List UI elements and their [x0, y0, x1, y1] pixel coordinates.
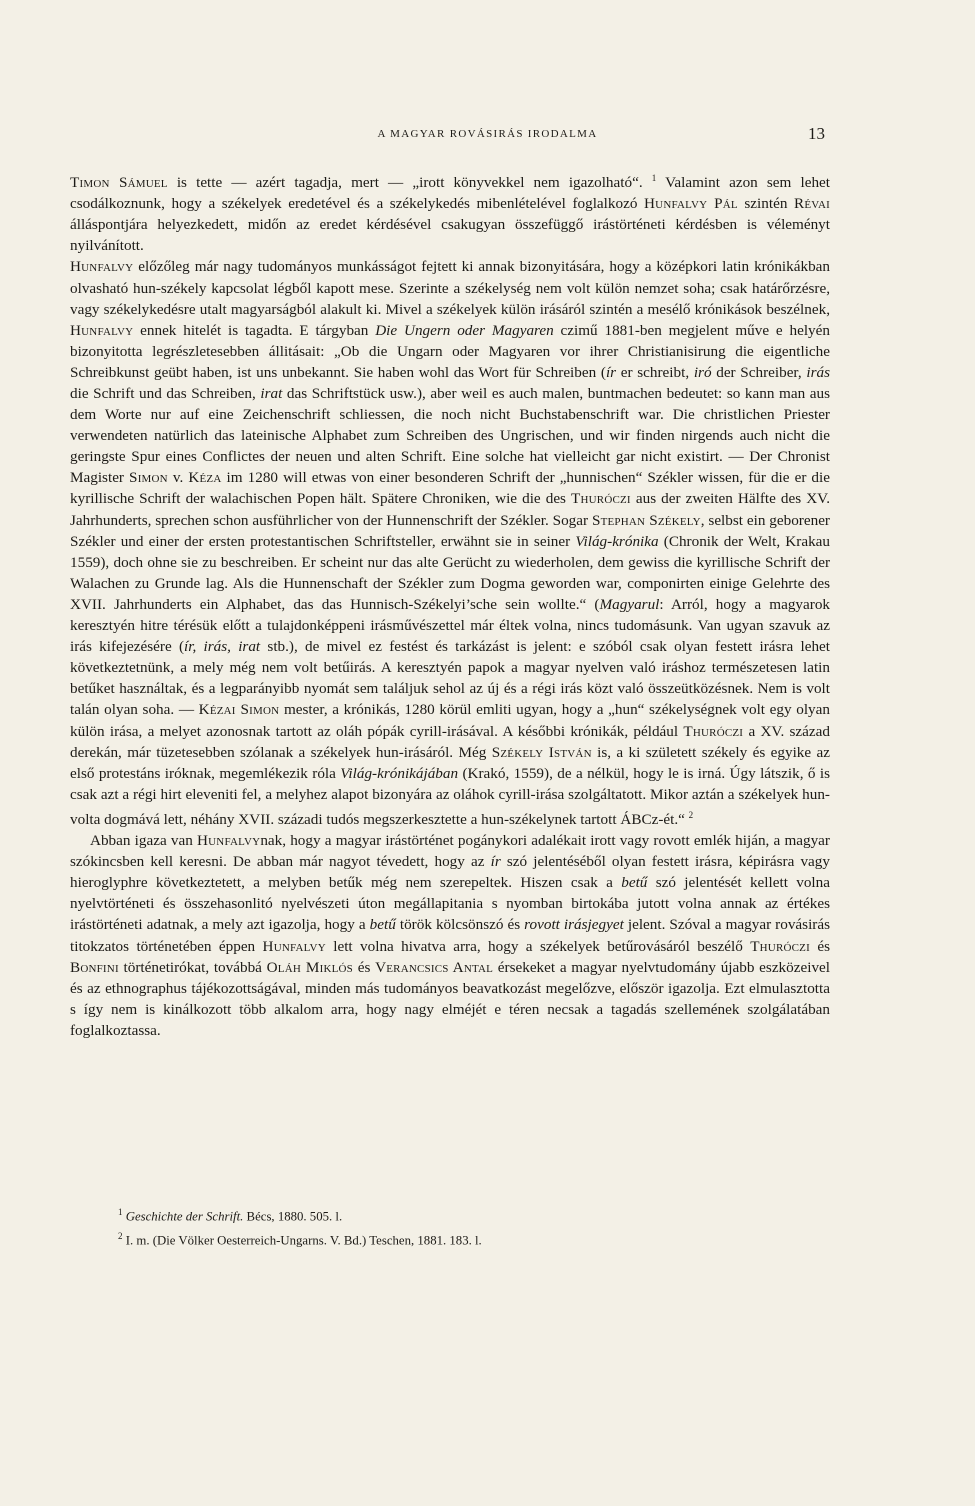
author-name: Thuróczi [683, 722, 744, 740]
author-name: Hunfalvy [70, 258, 134, 276]
book-title: Die Ungern oder Magyaren [375, 321, 554, 339]
author-name: Timon Sámuel [70, 174, 168, 192]
footnote-ref: 2 [688, 809, 694, 820]
author-name: Székely István [491, 743, 592, 761]
author-name: Kézai Simon [198, 701, 280, 719]
author-name: Hunfalvy [262, 937, 326, 955]
author-name: Kéza [188, 469, 222, 487]
author-name: Thuróczi [750, 937, 810, 955]
book-title: Geschichte der Schrift. [125, 1209, 244, 1224]
footnote-1: $^1$ Geschichte der Schrift. Bécs, 1880. 505. l. [118, 1207, 343, 1224]
body-text [70, 168, 830, 1041]
book-title: Világ-krónikájában [340, 764, 459, 782]
author-name: Simon [129, 469, 168, 487]
footnote-ref: 1 [651, 173, 657, 183]
footnote-2: $^2$ I. m. (Die Völker Oesterreich-Ungarns. V. Bd.) Teschen, 1881. 183. l. [118, 1231, 482, 1248]
author-name: Bonfini [70, 958, 119, 976]
paragraph-1: Timon Sámuel is tette — azért tagadja, mert — „irott könyvekkel nem igazolható“. $^1$ Valamint azon sem lehet csodálkoznunk, hogy a székelyek eredetével és a székelykedés mibenlételével foglalkozó Hunfalvy Pál szintén Révai álláspontjára helyezkedett, midőn az eredet kérdésével csakugyan összefüggő irástörténeti kérdésben is véleményt nyilvánított. [70, 173, 830, 255]
page-number: 13 [808, 124, 825, 143]
paragraph-2: Hunfalvy előzőleg már nagy tudományos munkásságot fejtett ki annak bizonyitására, hogy a középkori latin krónikákban olvasható hun-székely kapcsolat légből kapott mese. Szerinte a székelység nem volt külön nemzet soha; csak határőrzésre, vagy székelykedésre utalt magyarságból alakult ki. Mivel a székelyek külön irásáról szintén a mesélő krónikások beszélnek, Hunfalvy ennek hitelét is tagadta. E tárgyban Die Ungern oder Magyaren czimű 1881-ben megjelent műve e helyén bizonyitotta legrészletesebben állitásait: „Ob die Ungarn oder Magyaren vor ihrer Christianisirung die eigentliche Schreibkunst geübt haben, ist uns unbekannt. Sie haben wohl das Wort für Schreiben (ír er schreibt, iró der Schreiber, irás die Schrift und das Schreiben, irat das Schriftstück usw.), aber weil es auch malen, buntmachen bedeutet: so kann man aus dem Worte nur auf eine Zeichenschrift schliessen, die noch nicht Buchstabenschrift war. Die christlichen Priester verwendeten natürlich das lateinische Alphabet zum Schreiben des Ungrischen, und wir finden nirgends auch nicht die geringste Spur eines Conflictes der neuen und alten Schrift. Eine solche hat vielleicht gar nicht existirt. — Der Chronist Magister Simon v. Kéza im 1280 will etwas von einer besonderen Schrift der „hunnischen“ Székler wissen, für die er die kyrillische Schrift der walachischen Popen hält. Spätere Chroniken, wie die des Thuróczi aus der zweiten Hälfte des XV. Jahrhunderts, sprechen schon ausführlicher von der Hunnenschrift der Székler. Sogar Stephan Székely, selbst ein geborener Székler und einer der ersten protestantischen Schriftsteller, erwähnt sie in seiner Világ-krónika (Chronik der Welt, Krakau 1559), doch ohne sie zu beschreiben. Er scheint nur das alte Gerücht zu wiederholen, dem gewiss die kyrillische Schrift der Walachen zu Grunde lag. Als die Hunnenschaft der Székler zum Dogma geworden war, componirten einige Gelehrte des XVII. Jahrhunderts ein Alphabet, das das Hunnisch-Székelyi’sche sein wollte.“ (Magyarul: Arról, hogy a magyarok keresztyén hitre térésük előtt a tulajdonképpeni irásművészettel már éltek volna, nincs tudomásunk. Van ugyan szavuk az irás kifejezésére (ír, irás, irat stb.), de mivel ez festést és tarkázást is jelent: e szóból csak olyan festett irásra lehet következtetnünk, a mely még nem volt betűirás. A keresztyén papok a magyar nyelven való iráshoz természetesen latin betűket használtak, és a legparányibb nyomát sem találjuk sehol az új és a régi irás közt való összeütközésnek. Nem is volt talán olyan soha. — Kézai Simon mester, a krónikás, 1280 körül emliti ugyan, hogy a „hun“ székelységnek volt egy olyan külön irása, a melyet azonosnak tartott az oláh pópák cyrill-irásával. A későbbi krónikák, például Thuróczi a XV. század derekán, már tüzetesebben szólanak a székelyek hun-irásáról. Még Székely István is, a ki született székely és egyike az első protestáns iróknak, megemlékezik róla Világ-krónikájában (Krakó, 1559), de a nélkül, hogy le is irná. Úgy látszik, ő is csak azt a régi hirt eleveniti fel, a melyhez alapot bizonyára az oláhok cyrill-irása szolgáltatott. Mikor aztán a székelyek hun-volta dogmává lett, néhány XVII. századi tudós megszerkesztette a hun-székelynek tartott ÁBCz-ét.“ $^2$ [70, 258, 831, 828]
running-head: A MAGYAR ROVÁSIRÁS IRODALMA [377, 128, 598, 140]
author-name: Hunfalvy Pál [644, 195, 738, 213]
author-name: Oláh Miklós [266, 958, 354, 976]
author-name: Verancsics Antal [375, 958, 494, 976]
author-name: Révai [794, 195, 830, 213]
book-title: Világ-krónika [575, 532, 659, 550]
author-name: Thuróczi [571, 490, 631, 508]
paragraph-3: Abban igaza van Hunfalvynak, hogy a magyar irástörténet pogánykori adalékait irott vagy rovott emlék hiján, a magyar szókincsben kell keresni. De abban már nagyot tévedett, hogy az ír szó jelentéséből olyan festett irásra, képirásra vagy hieroglyphre következtetett, a melyben betűk még nem szerepeltek. Hiszen csak a betű szó jelentését kellett volna nyelvtörténeti és összehasonlitó nyelvészeti úton megállapitania s nyomban birtokába jutott volna annak az értékes irástörténeti adatnak, a mely azt igazolja, hogy a betű török kölcsönszó és rovott irásjegyet jelent. Szóval a magyar rovásirás titokzatos történetében éppen Hunfalvy lett volna hivatva arra, hogy a székelyek betűrovásáról beszélő Thuróczi és Bonfini történetirókat, továbbá Oláh Miklós és Verancsics Antal érsekeket a magyar nyelvtudomány újabb eszközeivel és az ethnographus tájékozottságával, minden más tudományos beavatkozást megelőzve, először igazolja. Ezt elmulasztotta s így nem is kinálkozott több alkalom arra, hogy nagy elméjét e téren necsak a tagadás szellemének szolgálatában foglalkoztassa. [70, 832, 830, 1039]
author-name: Stephan Székely [591, 511, 701, 529]
footnotes [118, 1202, 818, 1251]
author-name: Hunfalvy [197, 832, 261, 850]
author-name: Hunfalvy [70, 321, 134, 339]
